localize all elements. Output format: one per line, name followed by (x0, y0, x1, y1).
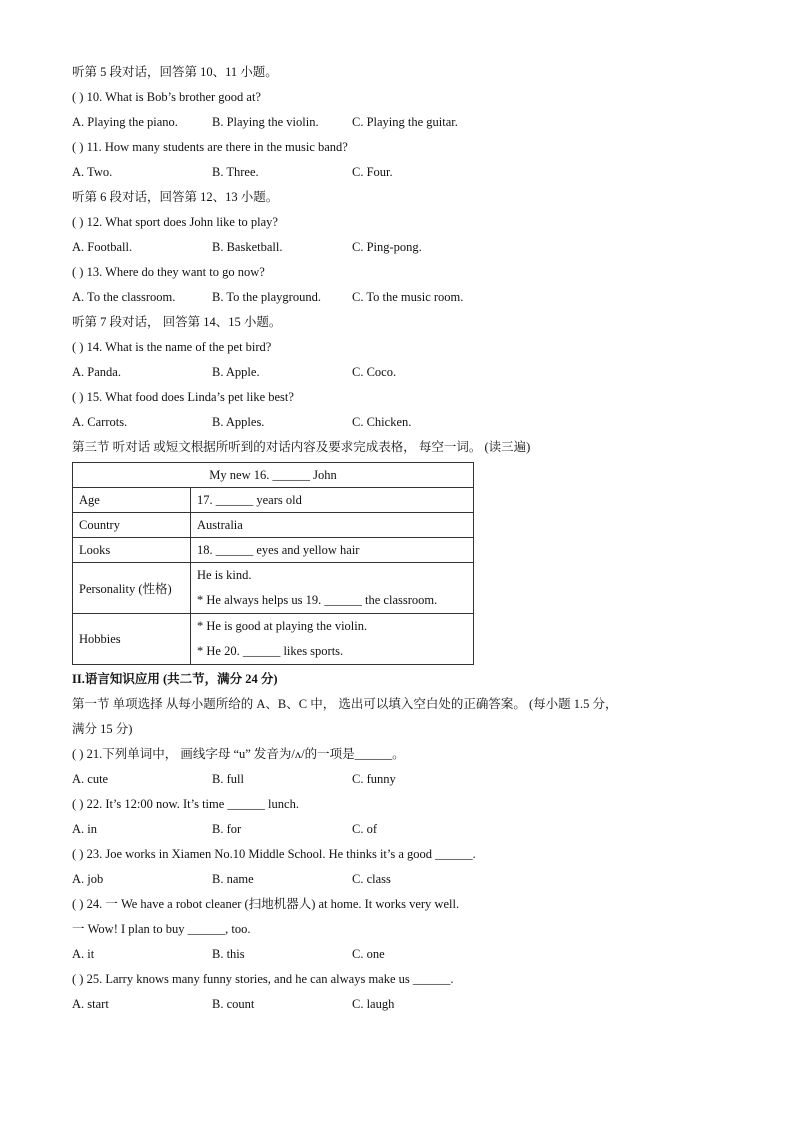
option-a: A. job (72, 872, 104, 886)
table-row (73, 538, 474, 563)
option-c: C. funny (352, 772, 396, 786)
table-row (73, 513, 474, 538)
row-value (191, 614, 474, 665)
option-b: B. for (212, 822, 242, 836)
question-24: ( ) 24. 一 We have a robot cleaner (扫地机器人) at home. It works very well. (72, 897, 460, 911)
row-value: 18. ______ eyes and yellow hair (191, 538, 474, 563)
option-a: A. cute (72, 772, 109, 786)
question-14-options (72, 360, 722, 385)
row-line: * He always helps us 19. ______ the classroom. (197, 593, 438, 607)
dialogue-6-heading: 听第 6 段对话，回答第 12、13 小题。 (72, 190, 279, 204)
row-line: He is kind. (197, 568, 252, 582)
row-label: Looks (73, 538, 191, 563)
question-12-options (72, 235, 722, 260)
row-label: Hobbies (73, 614, 191, 665)
dialogue-7-heading: 听第 7 段对话， 回答第 14、15 小题。 (72, 315, 282, 329)
option-b: B. Three. (212, 165, 259, 179)
question-10: ( ) 10. What is Bob’s brother good at? (72, 90, 261, 104)
row-label: Country (73, 513, 191, 538)
option-b: B. Apple. (212, 365, 260, 379)
option-c: C. one (352, 947, 385, 961)
part-2-heading: II.语言知识应用 (共二节，满分 24 分) (72, 672, 278, 686)
question-23: ( ) 23. Joe works in Xiamen No.10 Middle School. He thinks it’s a good ______. (72, 847, 476, 861)
question-25: ( ) 25. Larry knows many funny stories, and he can always make us ______. (72, 972, 454, 986)
part-2-instruction: 第一节 单项选择 从每小题所给的 A、B、C 中， 选出可以填入空白处的正确答案。 (每小题 1.5 分， (72, 697, 618, 711)
question-13-options (72, 285, 722, 310)
option-c: C. Coco. (352, 365, 397, 379)
row-line: * He is good at playing the violin. (197, 619, 368, 633)
option-b: B. Basketball. (212, 240, 283, 254)
question-15: ( ) 15. What food does Linda’s pet like best? (72, 390, 294, 404)
option-a: A. start (72, 997, 109, 1011)
option-b: B. To the playground. (212, 290, 321, 304)
question-22-options (72, 817, 722, 842)
option-a: A. Carrots. (72, 415, 128, 429)
listening-table (72, 462, 474, 665)
option-a: A. To the classroom. (72, 290, 176, 304)
option-c: C. To the music room. (352, 290, 464, 304)
table-row (73, 488, 474, 513)
exam-page (72, 60, 722, 1017)
option-a: A. it (72, 947, 95, 961)
row-value (191, 563, 474, 614)
option-c: C. Four. (352, 165, 393, 179)
question-22: ( ) 22. It’s 12:00 now. It’s time ______ lunch. (72, 797, 299, 811)
section-3-heading: 第三节 听对话 或短文根据所听到的对话内容及要求完成表格， 每空一词。 (读三遍) (72, 440, 531, 454)
row-line: * He 20. ______ likes sports. (197, 644, 344, 658)
dialogue-5-heading: 听第 5 段对话，回答第 10、11 小题。 (72, 65, 278, 79)
option-c: C. laugh (352, 997, 395, 1011)
option-a: A. Football. (72, 240, 133, 254)
table-row (73, 563, 474, 614)
question-11-options (72, 160, 722, 185)
option-c: C. Playing the guitar. (352, 115, 458, 129)
question-21: ( ) 21.下列单词中， 画线字母 “u” 发音为/ʌ/的一项是______。 (72, 747, 405, 761)
option-b: B. name (212, 872, 254, 886)
option-c: C. class (352, 872, 391, 886)
question-14: ( ) 14. What is the name of the pet bird? (72, 340, 272, 354)
option-b: B. this (212, 947, 245, 961)
question-15-options (72, 410, 722, 435)
option-b: B. full (212, 772, 244, 786)
question-11: ( ) 11. How many students are there in the music band? (72, 140, 348, 154)
option-b: B. Apples. (212, 415, 265, 429)
row-label: Personality (性格) (73, 563, 191, 614)
row-label: Age (73, 488, 191, 513)
option-b: B. Playing the violin. (212, 115, 319, 129)
option-c: C. Chicken. (352, 415, 412, 429)
option-a: A. Two. (72, 165, 113, 179)
question-12: ( ) 12. What sport does John like to play? (72, 215, 278, 229)
question-25-options (72, 992, 722, 1017)
question-21-options (72, 767, 722, 792)
question-24-reply: 一 Wow! I plan to buy ______, too. (72, 922, 251, 936)
question-23-options (72, 867, 722, 892)
part-2-instruction-cont: 满分 15 分) (72, 722, 133, 736)
option-a: A. Playing the piano. (72, 115, 178, 129)
option-c: C. of (352, 822, 377, 836)
row-value: 17. ______ years old (191, 488, 474, 513)
option-a: A. Panda. (72, 365, 121, 379)
option-c: C. Ping-pong. (352, 240, 422, 254)
question-13: ( ) 13. Where do they want to go now? (72, 265, 265, 279)
option-a: A. in (72, 822, 97, 836)
question-10-options (72, 110, 722, 135)
row-value: Australia (191, 513, 474, 538)
table-row (73, 614, 474, 665)
table-title: My new 16. ______ John (73, 463, 474, 488)
question-24-options (72, 942, 722, 967)
option-b: B. count (212, 997, 255, 1011)
